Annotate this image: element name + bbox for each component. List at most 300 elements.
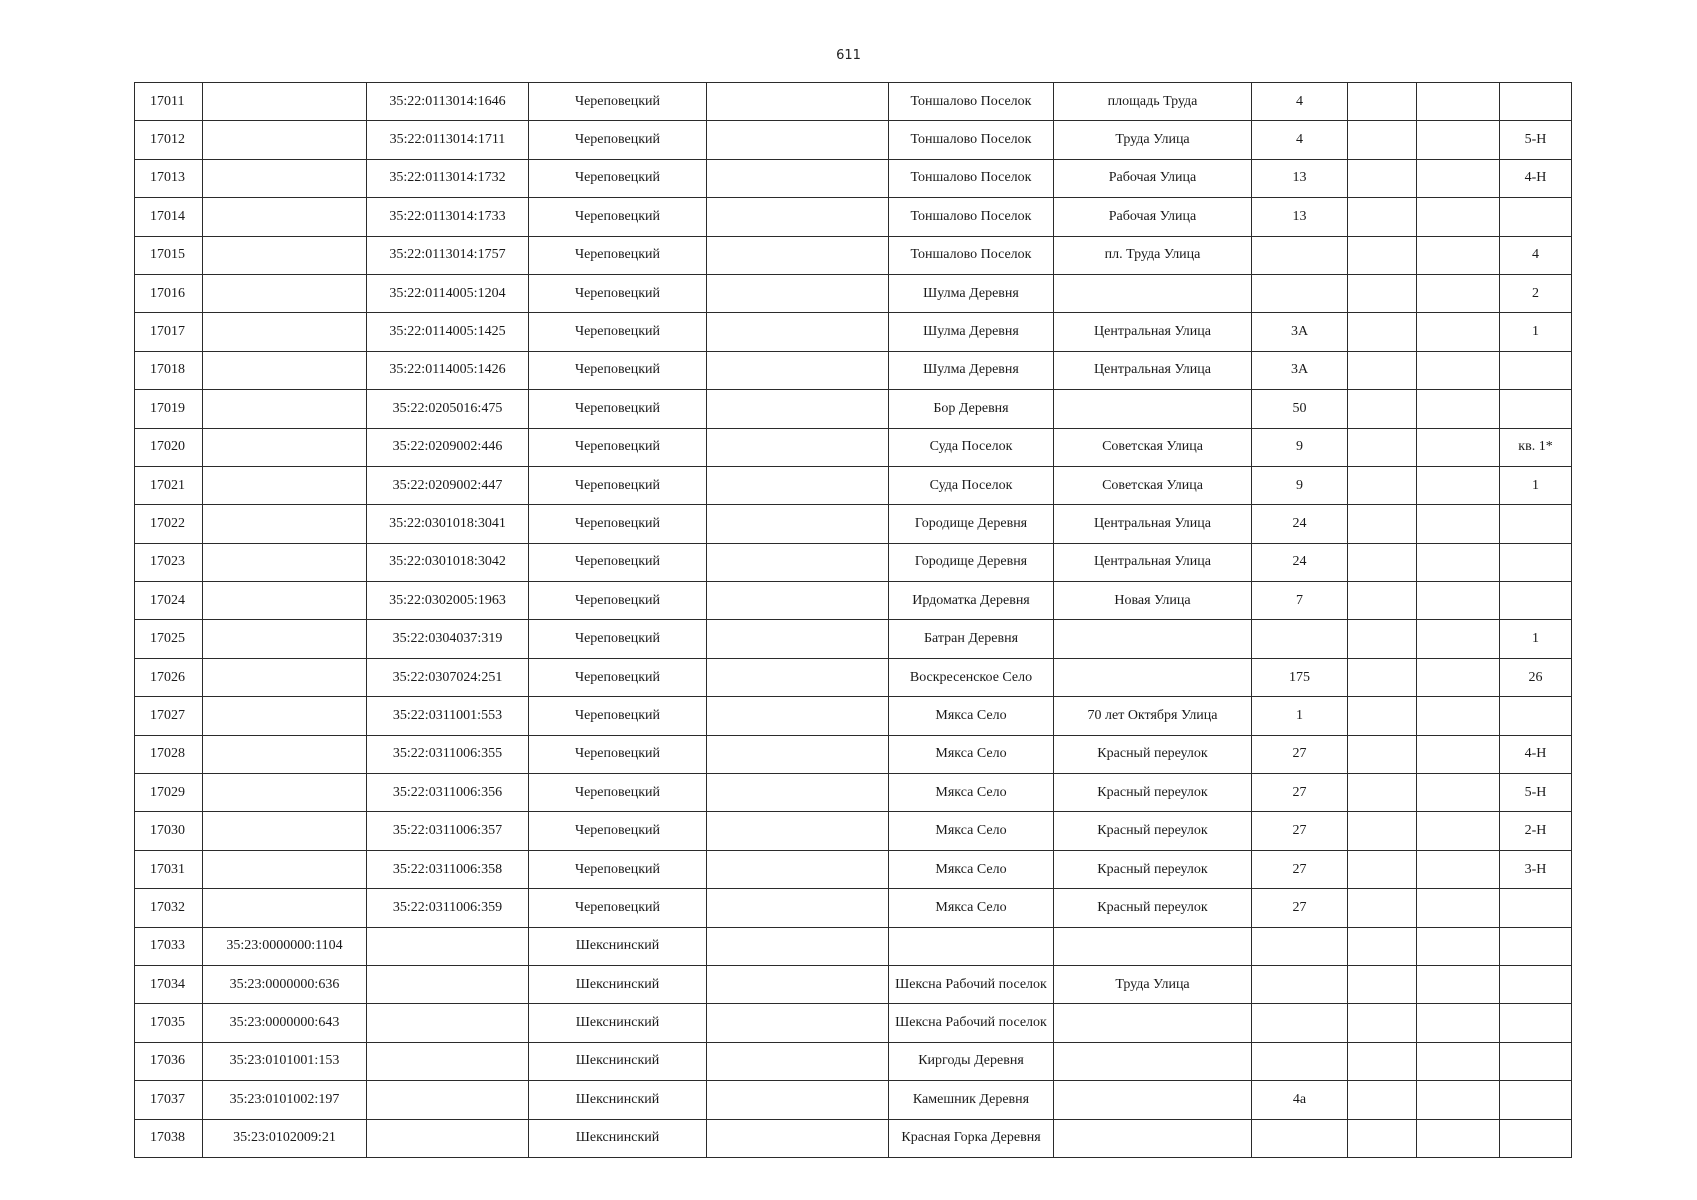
district-cell: Череповецкий <box>529 236 707 274</box>
table-row <box>135 351 1572 389</box>
empty-cell <box>1348 543 1417 581</box>
room-number-cell: 1 <box>1500 313 1572 351</box>
cadastral-number-cell <box>203 774 367 812</box>
cadastral-number-cell: 35:23:0000000:1104 <box>203 927 367 965</box>
table-row <box>135 1004 1572 1042</box>
row-number-cell: 17021 <box>135 466 203 504</box>
empty-cell <box>1417 274 1500 312</box>
house-number-cell: 24 <box>1252 543 1348 581</box>
settlement-cell: Тоншалово Поселок <box>889 159 1054 197</box>
street-cell: Красный переулок <box>1054 812 1252 850</box>
empty-cell <box>1348 313 1417 351</box>
empty-cell <box>1417 658 1500 696</box>
table-row <box>135 1042 1572 1080</box>
street-cell <box>1054 658 1252 696</box>
district-cell: Череповецкий <box>529 505 707 543</box>
row-number-cell: 17018 <box>135 351 203 389</box>
cadastral-number-cell: 35:22:0304037:319 <box>367 620 529 658</box>
district-cell: Череповецкий <box>529 274 707 312</box>
empty-cell <box>1417 236 1500 274</box>
empty-cell <box>707 1004 889 1042</box>
cadastral-number-cell: 35:22:0114005:1426 <box>367 351 529 389</box>
empty-cell <box>1348 1119 1417 1157</box>
district-cell: Шекснинский <box>529 1119 707 1157</box>
row-number-cell: 17038 <box>135 1119 203 1157</box>
table-row <box>135 774 1572 812</box>
street-cell <box>1054 274 1252 312</box>
settlement-cell: Суда Поселок <box>889 428 1054 466</box>
cadastral-number-cell <box>203 889 367 927</box>
house-number-cell: 27 <box>1252 774 1348 812</box>
room-number-cell <box>1500 83 1572 121</box>
row-number-cell: 17030 <box>135 812 203 850</box>
cadastral-number-cell: 35:22:0114005:1204 <box>367 274 529 312</box>
empty-cell <box>1348 236 1417 274</box>
empty-cell <box>707 543 889 581</box>
house-number-cell: 27 <box>1252 889 1348 927</box>
row-number-cell: 17037 <box>135 1081 203 1119</box>
district-cell: Череповецкий <box>529 658 707 696</box>
cadastral-number-cell: 35:22:0302005:1963 <box>367 582 529 620</box>
room-number-cell: кв. 1* <box>1500 428 1572 466</box>
settlement-cell: Батран Деревня <box>889 620 1054 658</box>
table-row <box>135 466 1572 504</box>
room-number-cell: 1 <box>1500 620 1572 658</box>
empty-cell <box>1348 505 1417 543</box>
house-number-cell: 13 <box>1252 198 1348 236</box>
cadastral-number-cell: 35:22:0114005:1425 <box>367 313 529 351</box>
cadastral-number-cell <box>203 620 367 658</box>
street-cell <box>1054 1004 1252 1042</box>
room-number-cell: 26 <box>1500 658 1572 696</box>
district-cell: Череповецкий <box>529 812 707 850</box>
empty-cell <box>1417 351 1500 389</box>
settlement-cell: Мякса Село <box>889 812 1054 850</box>
cadastral-number-cell <box>203 466 367 504</box>
district-cell: Череповецкий <box>529 543 707 581</box>
empty-cell <box>1417 198 1500 236</box>
settlement-cell: Шулма Деревня <box>889 313 1054 351</box>
cadastral-number-cell <box>203 236 367 274</box>
empty-cell <box>707 121 889 159</box>
settlement-cell: Тоншалово Поселок <box>889 198 1054 236</box>
settlement-cell: Ирдоматка Деревня <box>889 582 1054 620</box>
district-cell: Череповецкий <box>529 121 707 159</box>
table-row <box>135 697 1572 735</box>
empty-cell <box>1348 83 1417 121</box>
district-cell: Череповецкий <box>529 620 707 658</box>
empty-cell <box>1417 466 1500 504</box>
empty-cell <box>707 889 889 927</box>
room-number-cell <box>1500 582 1572 620</box>
room-number-cell: 3-Н <box>1500 850 1572 888</box>
table-row <box>135 850 1572 888</box>
street-cell: Центральная Улица <box>1054 313 1252 351</box>
row-number-cell: 17020 <box>135 428 203 466</box>
row-number-cell: 17029 <box>135 774 203 812</box>
room-number-cell <box>1500 965 1572 1003</box>
cadastral-number-cell <box>367 1042 529 1080</box>
row-number-cell: 17022 <box>135 505 203 543</box>
empty-cell <box>707 1042 889 1080</box>
empty-cell <box>707 582 889 620</box>
registry-table <box>134 82 1572 1158</box>
settlement-cell: Городище Деревня <box>889 543 1054 581</box>
house-number-cell: 4 <box>1252 121 1348 159</box>
house-number-cell <box>1252 1004 1348 1042</box>
empty-cell <box>707 697 889 735</box>
table-row <box>135 198 1572 236</box>
row-number-cell: 17028 <box>135 735 203 773</box>
empty-cell <box>1348 582 1417 620</box>
table-row <box>135 889 1572 927</box>
settlement-cell: Бор Деревня <box>889 390 1054 428</box>
empty-cell <box>1417 927 1500 965</box>
empty-cell <box>707 83 889 121</box>
cadastral-number-cell <box>203 428 367 466</box>
settlement-cell: Мякса Село <box>889 735 1054 773</box>
cadastral-number-cell <box>203 121 367 159</box>
district-cell: Череповецкий <box>529 159 707 197</box>
house-number-cell <box>1252 1119 1348 1157</box>
house-number-cell: 7 <box>1252 582 1348 620</box>
street-cell: Красный переулок <box>1054 850 1252 888</box>
empty-cell <box>707 927 889 965</box>
street-cell: Советская Улица <box>1054 466 1252 504</box>
cadastral-number-cell <box>367 927 529 965</box>
district-cell: Шекснинский <box>529 1004 707 1042</box>
street-cell: Центральная Улица <box>1054 543 1252 581</box>
street-cell: Красный переулок <box>1054 774 1252 812</box>
cadastral-number-cell <box>203 850 367 888</box>
empty-cell <box>1417 390 1500 428</box>
empty-cell <box>707 965 889 1003</box>
district-cell: Шекснинский <box>529 1042 707 1080</box>
row-number-cell: 17025 <box>135 620 203 658</box>
street-cell <box>1054 927 1252 965</box>
district-cell: Череповецкий <box>529 198 707 236</box>
empty-cell <box>707 620 889 658</box>
settlement-cell <box>889 927 1054 965</box>
cadastral-number-cell: 35:22:0113014:1711 <box>367 121 529 159</box>
registry-table-body <box>135 83 1572 1158</box>
empty-cell <box>1417 505 1500 543</box>
settlement-cell: Шексна Рабочий поселок <box>889 965 1054 1003</box>
settlement-cell: Шулма Деревня <box>889 351 1054 389</box>
table-row <box>135 274 1572 312</box>
cadastral-number-cell: 35:22:0311001:553 <box>367 697 529 735</box>
street-cell: Красный переулок <box>1054 735 1252 773</box>
cadastral-number-cell: 35:22:0205016:475 <box>367 390 529 428</box>
district-cell: Череповецкий <box>529 697 707 735</box>
row-number-cell: 17011 <box>135 83 203 121</box>
street-cell: Центральная Улица <box>1054 505 1252 543</box>
empty-cell <box>707 735 889 773</box>
house-number-cell <box>1252 236 1348 274</box>
empty-cell <box>1417 1081 1500 1119</box>
street-cell <box>1054 390 1252 428</box>
empty-cell <box>1417 121 1500 159</box>
row-number-cell: 17032 <box>135 889 203 927</box>
settlement-cell: Камешник Деревня <box>889 1081 1054 1119</box>
room-number-cell: 2 <box>1500 274 1572 312</box>
table-row <box>135 390 1572 428</box>
room-number-cell <box>1500 889 1572 927</box>
cadastral-number-cell <box>367 1081 529 1119</box>
empty-cell <box>1417 965 1500 1003</box>
house-number-cell: 175 <box>1252 658 1348 696</box>
house-number-cell <box>1252 274 1348 312</box>
cadastral-number-cell <box>367 1004 529 1042</box>
cadastral-number-cell <box>203 198 367 236</box>
empty-cell <box>707 198 889 236</box>
room-number-cell <box>1500 198 1572 236</box>
empty-cell <box>1417 697 1500 735</box>
row-number-cell: 17034 <box>135 965 203 1003</box>
table-row <box>135 1081 1572 1119</box>
empty-cell <box>1348 850 1417 888</box>
room-number-cell: 4 <box>1500 236 1572 274</box>
settlement-cell: Тоншалово Поселок <box>889 236 1054 274</box>
house-number-cell: 3А <box>1252 351 1348 389</box>
cadastral-number-cell: 35:22:0209002:447 <box>367 466 529 504</box>
empty-cell <box>707 658 889 696</box>
table-row <box>135 1119 1572 1157</box>
table-row <box>135 121 1572 159</box>
cadastral-number-cell: 35:22:0307024:251 <box>367 658 529 696</box>
house-number-cell <box>1252 927 1348 965</box>
street-cell: 70 лет Октября Улица <box>1054 697 1252 735</box>
empty-cell <box>707 351 889 389</box>
empty-cell <box>1348 927 1417 965</box>
street-cell: Рабочая Улица <box>1054 198 1252 236</box>
settlement-cell: Красная Горка Деревня <box>889 1119 1054 1157</box>
table-row <box>135 159 1572 197</box>
empty-cell <box>1417 83 1500 121</box>
cadastral-number-cell: 35:23:0101001:153 <box>203 1042 367 1080</box>
empty-cell <box>707 812 889 850</box>
district-cell: Шекснинский <box>529 927 707 965</box>
settlement-cell: Шексна Рабочий поселок <box>889 1004 1054 1042</box>
row-number-cell: 17014 <box>135 198 203 236</box>
cadastral-number-cell: 35:22:0311006:357 <box>367 812 529 850</box>
cadastral-number-cell <box>203 735 367 773</box>
empty-cell <box>1417 1004 1500 1042</box>
room-number-cell: 4-Н <box>1500 159 1572 197</box>
room-number-cell <box>1500 927 1572 965</box>
settlement-cell: Шулма Деревня <box>889 274 1054 312</box>
empty-cell <box>1348 1081 1417 1119</box>
empty-cell <box>707 159 889 197</box>
house-number-cell <box>1252 1042 1348 1080</box>
settlement-cell: Мякса Село <box>889 850 1054 888</box>
cadastral-number-cell: 35:23:0000000:643 <box>203 1004 367 1042</box>
room-number-cell: 5-Н <box>1500 121 1572 159</box>
table-row <box>135 658 1572 696</box>
row-number-cell: 17033 <box>135 927 203 965</box>
empty-cell <box>1348 390 1417 428</box>
settlement-cell: Тоншалово Поселок <box>889 83 1054 121</box>
empty-cell <box>1417 735 1500 773</box>
table-row <box>135 812 1572 850</box>
empty-cell <box>1348 466 1417 504</box>
empty-cell <box>1417 774 1500 812</box>
empty-cell <box>1348 774 1417 812</box>
room-number-cell <box>1500 505 1572 543</box>
house-number-cell: 24 <box>1252 505 1348 543</box>
room-number-cell <box>1500 543 1572 581</box>
empty-cell <box>1417 582 1500 620</box>
cadastral-number-cell <box>203 159 367 197</box>
cadastral-number-cell: 35:22:0311006:356 <box>367 774 529 812</box>
cadastral-number-cell <box>203 543 367 581</box>
street-cell: Рабочая Улица <box>1054 159 1252 197</box>
cadastral-number-cell: 35:22:0301018:3042 <box>367 543 529 581</box>
district-cell: Череповецкий <box>529 83 707 121</box>
room-number-cell: 1 <box>1500 466 1572 504</box>
street-cell: Новая Улица <box>1054 582 1252 620</box>
empty-cell <box>1417 1042 1500 1080</box>
table-row <box>135 543 1572 581</box>
street-cell <box>1054 620 1252 658</box>
settlement-cell: Киргоды Деревня <box>889 1042 1054 1080</box>
house-number-cell: 13 <box>1252 159 1348 197</box>
room-number-cell: 2-Н <box>1500 812 1572 850</box>
empty-cell <box>1348 658 1417 696</box>
district-cell: Череповецкий <box>529 735 707 773</box>
cadastral-number-cell <box>203 658 367 696</box>
table-row <box>135 505 1572 543</box>
district-cell: Череповецкий <box>529 466 707 504</box>
empty-cell <box>1417 850 1500 888</box>
row-number-cell: 17019 <box>135 390 203 428</box>
row-number-cell: 17027 <box>135 697 203 735</box>
settlement-cell: Воскресенское Село <box>889 658 1054 696</box>
room-number-cell <box>1500 390 1572 428</box>
cadastral-number-cell <box>203 274 367 312</box>
cadastral-number-cell <box>203 505 367 543</box>
district-cell: Шекснинский <box>529 1081 707 1119</box>
house-number-cell: 4а <box>1252 1081 1348 1119</box>
room-number-cell <box>1500 1004 1572 1042</box>
street-cell <box>1054 1081 1252 1119</box>
cadastral-number-cell <box>367 965 529 1003</box>
settlement-cell: Тоншалово Поселок <box>889 121 1054 159</box>
empty-cell <box>707 428 889 466</box>
empty-cell <box>1417 889 1500 927</box>
street-cell: Советская Улица <box>1054 428 1252 466</box>
district-cell: Череповецкий <box>529 351 707 389</box>
district-cell: Череповецкий <box>529 313 707 351</box>
empty-cell <box>1348 620 1417 658</box>
table-row <box>135 927 1572 965</box>
street-cell: Центральная Улица <box>1054 351 1252 389</box>
district-cell: Череповецкий <box>529 774 707 812</box>
street-cell: пл. Труда Улица <box>1054 236 1252 274</box>
settlement-cell: Мякса Село <box>889 774 1054 812</box>
district-cell: Шекснинский <box>529 965 707 1003</box>
cadastral-number-cell <box>203 697 367 735</box>
cadastral-number-cell <box>203 351 367 389</box>
street-cell: Труда Улица <box>1054 121 1252 159</box>
room-number-cell <box>1500 1042 1572 1080</box>
cadastral-number-cell: 35:23:0102009:21 <box>203 1119 367 1157</box>
cadastral-number-cell <box>203 313 367 351</box>
empty-cell <box>1348 735 1417 773</box>
empty-cell <box>1348 697 1417 735</box>
house-number-cell: 3А <box>1252 313 1348 351</box>
empty-cell <box>707 505 889 543</box>
district-cell: Череповецкий <box>529 390 707 428</box>
house-number-cell: 9 <box>1252 466 1348 504</box>
street-cell <box>1054 1042 1252 1080</box>
empty-cell <box>707 774 889 812</box>
cadastral-number-cell: 35:22:0311006:359 <box>367 889 529 927</box>
empty-cell <box>1417 1119 1500 1157</box>
row-number-cell: 17026 <box>135 658 203 696</box>
house-number-cell: 50 <box>1252 390 1348 428</box>
empty-cell <box>707 236 889 274</box>
table-row <box>135 582 1572 620</box>
cadastral-number-cell: 35:22:0113014:1733 <box>367 198 529 236</box>
table-row <box>135 83 1572 121</box>
room-number-cell <box>1500 1081 1572 1119</box>
empty-cell <box>1348 274 1417 312</box>
empty-cell <box>1417 428 1500 466</box>
room-number-cell <box>1500 1119 1572 1157</box>
house-number-cell <box>1252 965 1348 1003</box>
row-number-cell: 17017 <box>135 313 203 351</box>
empty-cell <box>707 313 889 351</box>
table-row <box>135 735 1572 773</box>
empty-cell <box>707 1119 889 1157</box>
table-row <box>135 428 1572 466</box>
table-row <box>135 965 1572 1003</box>
room-number-cell: 4-Н <box>1500 735 1572 773</box>
empty-cell <box>1417 543 1500 581</box>
cadastral-number-cell: 35:22:0311006:358 <box>367 850 529 888</box>
settlement-cell: Суда Поселок <box>889 466 1054 504</box>
cadastral-number-cell: 35:23:0101002:197 <box>203 1081 367 1119</box>
row-number-cell: 17015 <box>135 236 203 274</box>
row-number-cell: 17035 <box>135 1004 203 1042</box>
cadastral-number-cell: 35:22:0113014:1757 <box>367 236 529 274</box>
house-number-cell: 27 <box>1252 735 1348 773</box>
empty-cell <box>707 466 889 504</box>
district-cell: Череповецкий <box>529 850 707 888</box>
empty-cell <box>707 850 889 888</box>
empty-cell <box>1417 812 1500 850</box>
empty-cell <box>1417 313 1500 351</box>
cadastral-number-cell: 35:23:0000000:636 <box>203 965 367 1003</box>
room-number-cell <box>1500 351 1572 389</box>
cadastral-number-cell <box>367 1119 529 1157</box>
street-cell: Красный переулок <box>1054 889 1252 927</box>
cadastral-number-cell <box>203 83 367 121</box>
cadastral-number-cell: 35:22:0113014:1646 <box>367 83 529 121</box>
cadastral-number-cell: 35:22:0113014:1732 <box>367 159 529 197</box>
table-row <box>135 620 1572 658</box>
empty-cell <box>1348 351 1417 389</box>
empty-cell <box>1348 965 1417 1003</box>
house-number-cell: 27 <box>1252 812 1348 850</box>
settlement-cell: Мякса Село <box>889 697 1054 735</box>
row-number-cell: 17031 <box>135 850 203 888</box>
empty-cell <box>1348 1004 1417 1042</box>
street-cell <box>1054 1119 1252 1157</box>
empty-cell <box>1348 812 1417 850</box>
district-cell: Череповецкий <box>529 582 707 620</box>
